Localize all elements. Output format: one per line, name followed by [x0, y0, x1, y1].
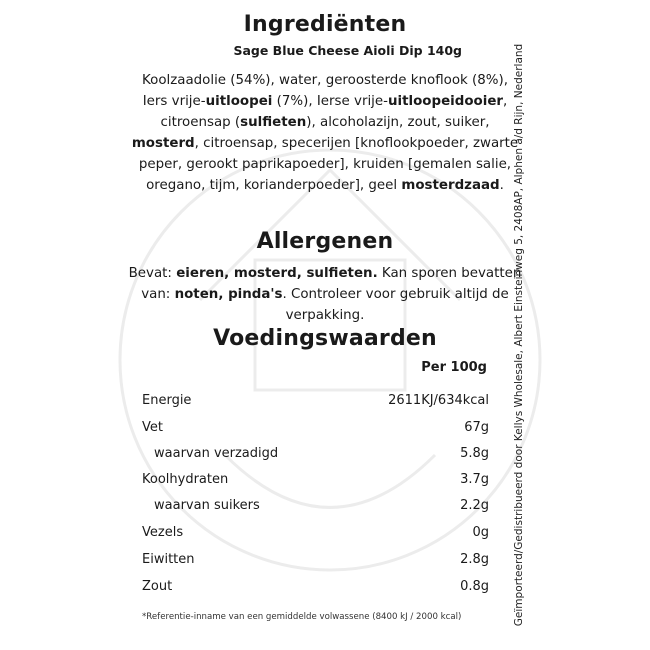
- nutrition-heading: Voedingswaarden: [213, 326, 437, 351]
- nutrient-name: waarvan verzadigd: [154, 446, 279, 461]
- text-segment: . Controleer voor gebruik altijd de verpakking.: [282, 287, 509, 323]
- text-segment: Bevat:: [128, 266, 177, 281]
- text-segment: ), alcoholazijn, zout, suiker,: [306, 115, 490, 130]
- nutrition-row: [142, 498, 489, 518]
- nutrient-name: Eiwitten: [142, 552, 195, 567]
- allergen-highlight: mosterdzaad: [401, 178, 500, 193]
- nutrient-name: Vezels: [142, 525, 184, 540]
- nutrient-value: 3.7g: [460, 472, 489, 487]
- nutrition-row: [142, 525, 489, 545]
- nutrition-row: [142, 446, 489, 466]
- nutrient-value: 67g: [464, 420, 489, 435]
- product-name: Sage Blue Cheese Aioli Dip 140g: [233, 43, 462, 58]
- per-100g-label: Per 100g: [421, 360, 487, 375]
- nutrient-value: 2.8g: [460, 552, 489, 567]
- allergen-highlight: eieren, mosterd, sulfieten.: [176, 266, 378, 281]
- allergen-highlight: uitloopeidooier: [387, 94, 503, 109]
- nutrient-name: Koolhydraten: [142, 472, 229, 487]
- allergens-heading: Allergenen: [256, 229, 394, 254]
- nutrient-value: 0.8g: [460, 579, 489, 594]
- reference-footnote: *Referentie-inname van een gemiddelde volwassene (8400 kJ / 2000 kcal): [142, 612, 462, 622]
- ingredients-text: [128, 70, 522, 196]
- text-segment: Kan sporen bevatten van:: [141, 266, 522, 302]
- nutrition-row: [142, 579, 489, 599]
- nutrient-name: Vet: [142, 420, 163, 435]
- nutrient-value: 2611KJ/634kcal: [388, 393, 489, 408]
- text-segment: , citroensap, specerijen [knoflookpoeder, zwarte peper, gerookt paprikapoeder], kruiden [gemalen salie, oregano, tijm, korianderpoeder], geel: [138, 136, 519, 193]
- ingredients-heading: Ingrediënten: [243, 12, 407, 37]
- text-segment: , citroensap (: [160, 94, 508, 130]
- nutrient-name: waarvan suikers: [154, 498, 260, 513]
- text-segment: .: [499, 178, 504, 193]
- allergen-highlight: sulfieten: [240, 115, 307, 130]
- nutrition-row: [142, 472, 489, 492]
- text-segment: Koolzaadolie (54%), water, geroosterde knoflook (8%), Iers vrije-: [142, 73, 508, 109]
- nutrient-value: 0g: [472, 525, 489, 540]
- allergens-text: [128, 263, 522, 326]
- nutrition-row: [142, 552, 489, 572]
- nutrition-row: [142, 393, 489, 413]
- allergen-highlight: noten, pinda's: [174, 287, 283, 302]
- nutrient-value: 2.2g: [460, 498, 489, 513]
- nutrient-name: Zout: [142, 579, 173, 594]
- allergen-highlight: mosterd: [131, 136, 195, 151]
- nutrient-value: 5.8g: [460, 446, 489, 461]
- nutrient-name: Energie: [142, 393, 192, 408]
- nutrition-row: [142, 420, 489, 440]
- text-segment: (7%), Ierse vrije-: [272, 94, 388, 109]
- distributor-address: Geïmporteerd/Gedistribueerd door Kellys Wholesale, Albert Einsteinweg 5, 2408AP, Alphen a/d Rijn, Nederland: [513, 43, 525, 627]
- allergen-highlight: uitloopei: [205, 94, 273, 109]
